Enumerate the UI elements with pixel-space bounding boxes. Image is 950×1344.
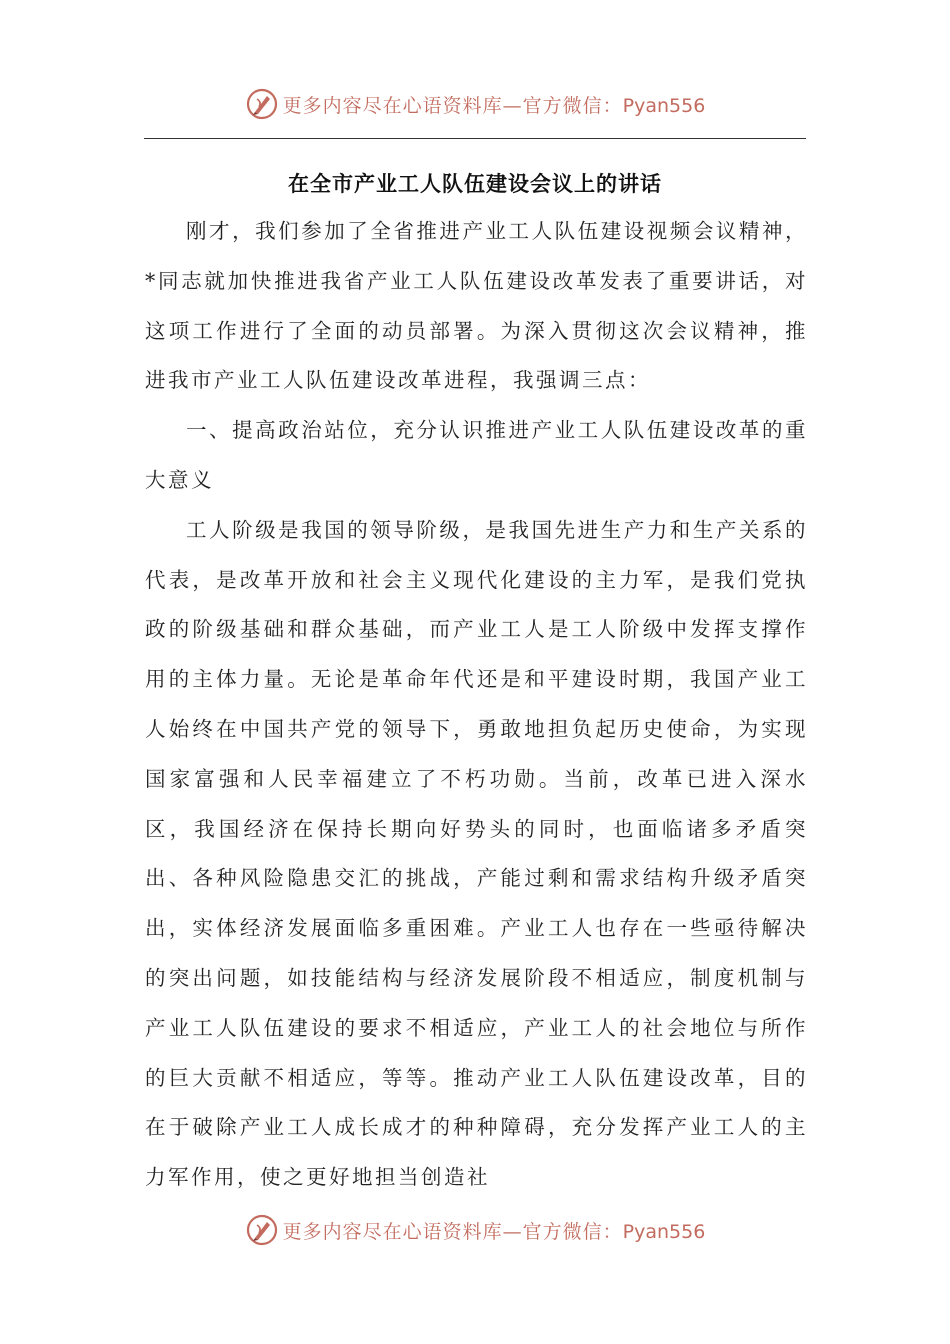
- paragraph-intro: 刚才，我们参加了全省推进产业工人队伍建设视频会议精神，*同志就加快推进我省产业工人队伍建设改革发表了重要讲话，对这项工作进行了全面的动员部署。为深入贯彻这次会议精神，推进我市产业工人队伍建设改革进程，我强调三点：: [145, 219, 808, 393]
- footer-banner: [0, 1210, 950, 1250]
- wechat-id: Pyan556: [622, 94, 706, 117]
- document-body: [145, 207, 808, 1203]
- pen-logo-icon: [245, 1213, 279, 1247]
- section-heading-1: 一、提高政治站位，充分认识推进产业工人队伍建设改革的重大意义: [145, 418, 808, 492]
- header-banner: [0, 84, 950, 124]
- wechat-id: Pyan556: [622, 1220, 706, 1243]
- banner-text: 更多内容尽在心语资料库—官方微信：: [282, 94, 623, 117]
- document-title: 在全市产业工人队伍建设会议上的讲话: [288, 171, 662, 196]
- paragraph-section-1: 工人阶级是我国的领导阶级，是我国先进生产力和生产关系的代表，是改革开放和社会主义现代化建设的主力军，是我们党执政的阶级基础和群众基础，而产业工人是工人阶级中发挥支撑作用的主体力量。无论是革命年代还是和平建设时期，我国产业工人始终在中国共产党的领导下，勇敢地担负起历史使命，为实现国家富强和人民幸福建立了不朽功勋。当前，改革已进入深水区，我国经济在保持长期向好势头的同时，也面临诸多矛盾突出、各种风险隐患交汇的挑战，产能过剩和需求结构升级矛盾突出，实体经济发展面临多重困难。产业工人也存在一些亟待解决的突出问题，如技能结构与经济发展阶段不相适应，制度机制与产业工人队伍建设的要求不相适应，产业工人的社会地位与所作的巨大贡献不相适应，等等。推动产业工人队伍建设改革，目的在于破除产业工人成长成才的种种障碍，充分发挥产业工人的主力军作用，使之更好地担当创造社: [145, 517, 808, 1190]
- banner-text: 更多内容尽在心语资料库—官方微信：: [282, 1220, 623, 1243]
- header-divider: [144, 138, 806, 139]
- pen-logo-icon: [245, 87, 279, 121]
